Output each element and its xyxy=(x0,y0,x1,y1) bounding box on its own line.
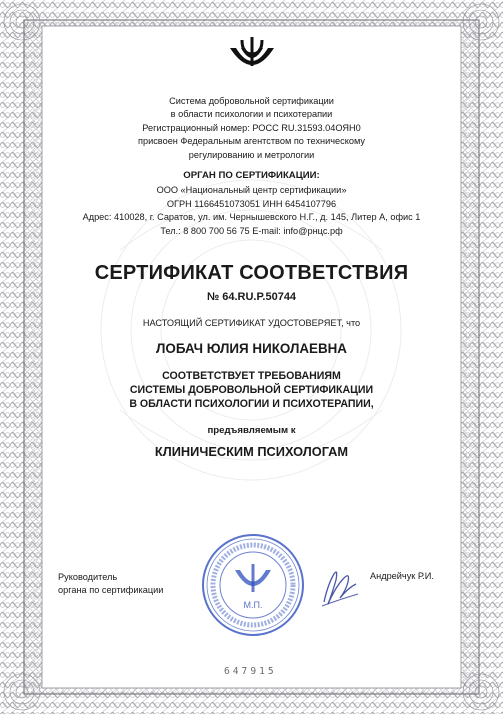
system-line: регулированию и метрологии xyxy=(188,149,315,160)
certificate-title: СЕРТИФИКАТ СООТВЕТСТВИЯ xyxy=(94,262,409,284)
head-label-line: Руководитель xyxy=(58,572,118,582)
presented-text: предъявляемым к xyxy=(207,425,296,436)
registration-number: Регистрационный номер: РОСС RU.31593.04ОЯН0 xyxy=(142,122,361,133)
requirement-line: СООТВЕТСТВУЕТ ТРЕБОВАНИЯМ xyxy=(162,370,341,382)
handwritten-signature xyxy=(318,564,362,610)
body-org-name: ООО «Национальный центр сертификации» xyxy=(156,185,347,195)
certification-body-heading: ОРГАН ПО СЕРТИФИКАЦИИ: xyxy=(183,170,320,181)
body-ogrn: ОГРН 1166451073051 ИНН 6454107796 xyxy=(166,198,337,209)
requirement-line: В ОБЛАСТИ ПСИХОЛОГИИ И ПСИХОТЕРАПИИ, xyxy=(129,398,374,410)
certification-body-info xyxy=(40,184,463,238)
body-address: Адрес: 410028, г. Саратов, ул. им. Чернышевского Н.Г., д. 145, Литер А, офис 1 xyxy=(82,212,421,223)
head-label-line: органа по сертификации xyxy=(58,585,164,595)
system-info xyxy=(40,95,463,162)
stamp-center-text: М.П. xyxy=(243,600,263,610)
serial-number: 647915 xyxy=(224,666,277,677)
requirements xyxy=(40,369,463,411)
round-seal-icon xyxy=(200,532,306,638)
psi-emblem-icon xyxy=(222,34,282,84)
system-line: присвоен Федеральным агентством по техническому xyxy=(138,136,365,147)
body-contacts: Тел.: 8 800 700 56 75 E-mail: info@рнцс.рф xyxy=(160,225,343,236)
system-line: в области психологии и психотерапии xyxy=(170,109,333,120)
certificate-number: № 64.RU.P.50744 xyxy=(206,291,297,303)
head-name: Андрейчук Р.И. xyxy=(370,571,434,581)
system-line: Система добровольной сертификации xyxy=(169,96,334,106)
head-label xyxy=(58,571,163,597)
target-group: КЛИНИЧЕСКИМ ПСИХОЛОГАМ xyxy=(154,444,349,459)
requirement-line: СИСТЕМЫ ДОБРОВОЛЬНОЙ СЕРТИФИКАЦИИ xyxy=(129,384,374,396)
holder-name: ЛОБАЧ ЮЛИЯ НИКОЛАЕВНА xyxy=(156,341,347,356)
certifies-text: НАСТОЯЩИЙ СЕРТИФИКАТ УДОСТОВЕРЯЕТ, что xyxy=(142,318,361,328)
